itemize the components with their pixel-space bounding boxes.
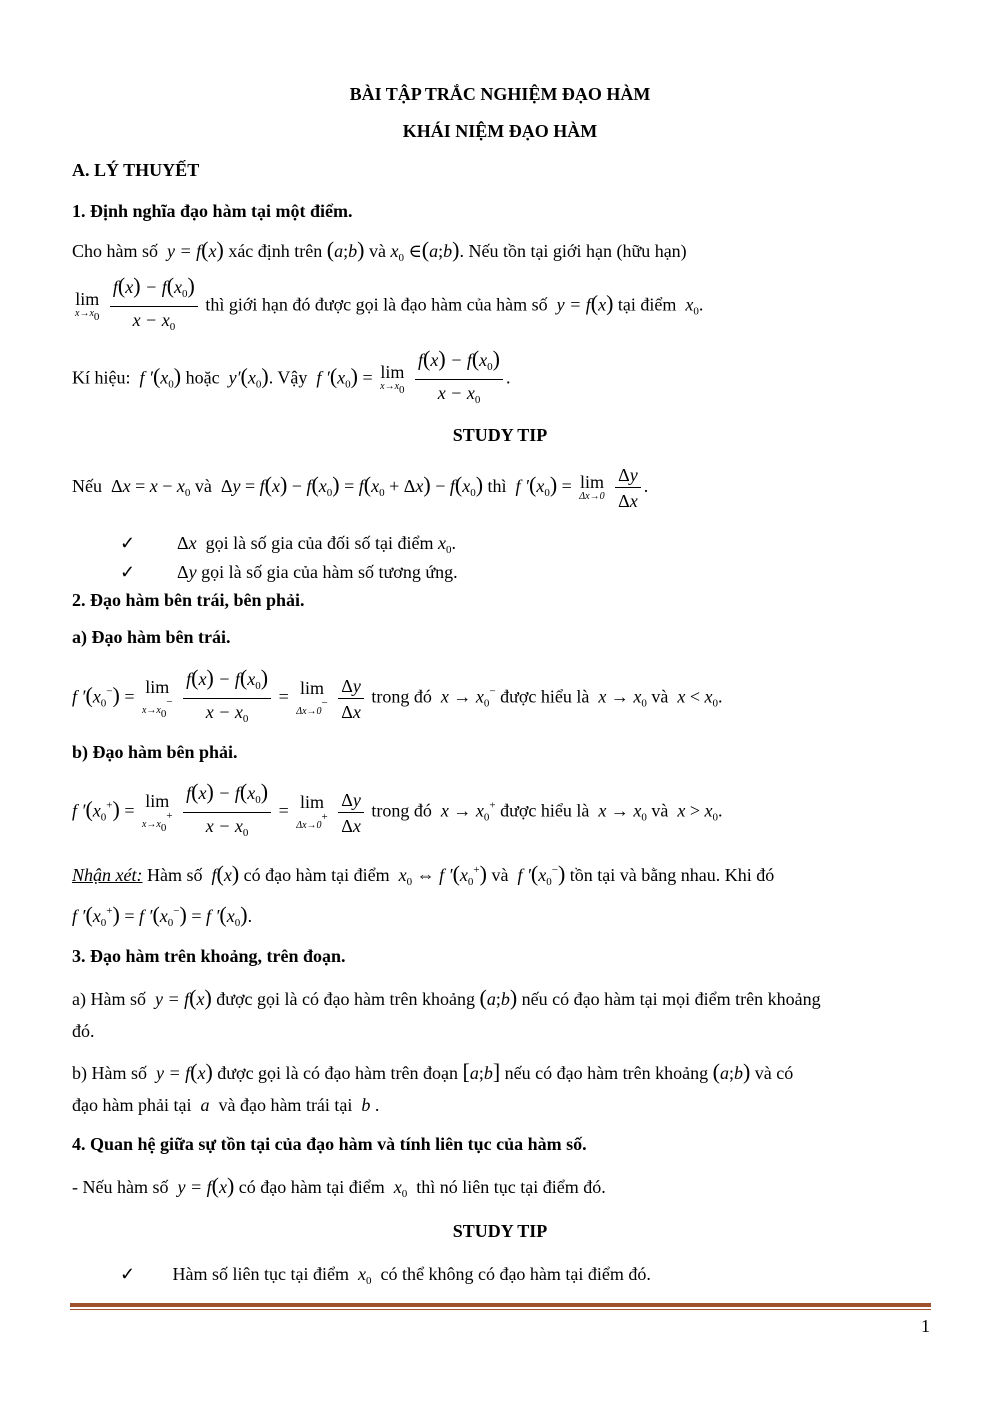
check-item-3: ✓ Hàm số liên tục tại điểm $x_0$ có thể không có đạo hàm tại điểm đó. [72,1262,930,1293]
definition-paragraph: Cho hàm số y = f(x) xác định trên (a;b) và $x_0$ ∈(a;b). Nếu tồn tại giới hạn (hữu hạn) [72,237,687,264]
interval-paragraph-a-cont: đó. [72,1021,95,1041]
interval-paragraph-b: b) Hàm số y = f(x) được gọi là có đạo hàm trên đoạn [a;b] nếu có đạo hàm trên khoảng (a;b) và có [72,1059,794,1084]
check-icon: ✓ [120,562,136,582]
limit-definition: lim $x\to x_0$ $\frac{f(x) - f(x_0)}{x - x_0}$ thì giới hạn đó được gọi là đạo hàm của hàm số y = f(x) tại điểm $x_0$. [75,273,704,333]
continuity-paragraph: - Nếu hàm số y = f(x) có đạo hàm tại điểm $x_0$ thì nó liên tục tại điểm đó. [72,1173,606,1200]
page-number: 1 [921,1316,930,1336]
section-heading-a: A. LÝ THUYẾT [72,160,200,180]
interval-paragraph-a: a) Hàm số y = f(x) được gọi là có đạo hàm trên khoảng (a;b) nếu có đạo hàm tại mọi điểm trên khoảng [72,985,821,1010]
heading-continuity: 4. Quan hệ giữa sự tồn tại của đạo hàm và tính liên tục của hàm số. [72,1134,587,1154]
interval-paragraph-b-cont: đạo hàm phải tại a và đạo hàm trái tại b . [72,1095,380,1115]
notation-paragraph: Kí hiệu: f $'(x_0)$ hoặc $y'(x_0)$. Vậy f $'(x_0)$ = lim $x\to x_0$ $\frac{f(x) - f(x_0)}{x - x_0}$ . [72,346,511,406]
page-title: BÀI TẬP TRẮC NGHIỆM ĐẠO HÀM [349,84,651,104]
left-derivative-formula: f $'(x_0^-)$ = lim $x\to x_0^-$ $\frac{f(x) - f(x_0)}{x - x_0}$ = lim Δx→0− $\frac{\Delta y}{\Delta x}$ trong đó $x \to x_0^-$ được hiểu là $x \to x_0$ và $x < x_0$. [72,665,723,725]
check-item-1: ✓ Δx gọi là số gia của đối số tại điểm $x_0$. [72,531,930,562]
footer-rule-thin [70,1309,931,1310]
footer-rule-thick [70,1303,931,1307]
heading-definition: 1. Định nghĩa đạo hàm tại một điểm. [72,201,353,221]
remark-equation: f $'(x_0^+) = f$ $'(x_0^-) = f$ $'(x_0)$. [72,902,253,929]
page-subtitle: KHÁI NIỆM ĐẠO HÀM [402,121,598,141]
right-derivative-formula: f $'(x_0^+)$ = lim $x\to x_0^+$ $\frac{f(x) - f(x_0)}{x - x_0}$ = lim Δx→0+ $\frac{\Delta y}{\Delta x}$ trong đó $x \to x_0^+$ được hiểu là $x \to x_0$ và $x > x_0$. [72,779,723,839]
check-icon: ✓ [120,1264,136,1284]
heading-left-derivative: a) Đạo hàm bên trái. [72,627,231,647]
heading-one-sided: 2. Đạo hàm bên trái, bên phải. [72,590,305,610]
heading-right-derivative: b) Đạo hàm bên phải. [72,742,238,762]
study-tip-formula: Nếu $\Delta x = x - x_0$ và $\Delta y = f(x) - f(x_0) = f(x_0 + \Delta x) - f(x_0)$ thì f $'(x_0)$ = lim Δx→0 $\frac{\Delta y}{\Delta x}$ . [72,465,649,511]
check-item-2: ✓ Δy gọi là số gia của hàm số tương ứng. [72,560,930,584]
study-tip-heading-1: STUDY TIP [452,425,548,445]
remark-paragraph: Nhận xét: Hàm số f(x) có đạo hàm tại điểm $x_0$ ⇔ f $'(x_0^+)$ và f $'(x_0^-)$ tồn tại và bằng nhau. Khi đó [72,861,775,888]
check-icon: ✓ [120,533,136,553]
study-tip-heading-2: STUDY TIP [452,1221,548,1241]
heading-interval: 3. Đạo hàm trên khoảng, trên đoạn. [72,946,346,966]
